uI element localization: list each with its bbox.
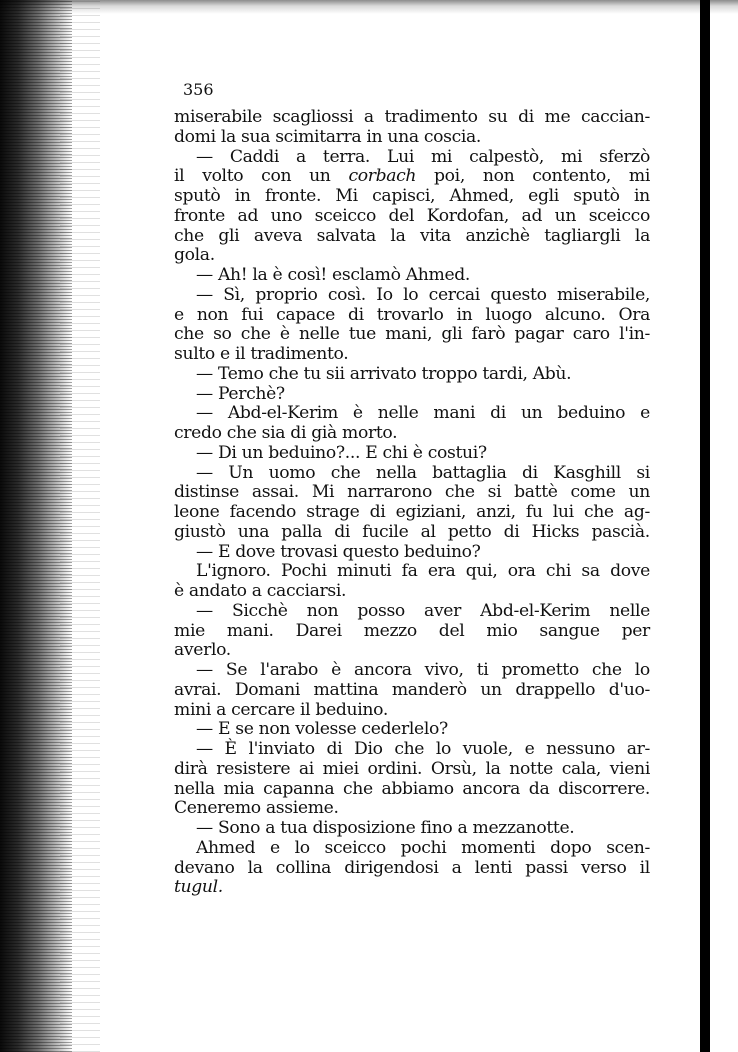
word: Darei [295, 620, 342, 641]
word: di [521, 462, 538, 483]
word: strage [306, 502, 360, 522]
text-line [174, 681, 650, 701]
word: questo [490, 284, 547, 305]
word: vivo, [424, 660, 464, 680]
text-line: — Perchè? [196, 383, 285, 404]
word: scen- [606, 837, 650, 858]
word: miei [322, 758, 359, 779]
word: nelle [609, 600, 650, 621]
text-line [174, 325, 650, 345]
word: minuti [337, 561, 392, 582]
word: l'arabo [260, 660, 319, 680]
word: pagar [514, 324, 564, 345]
word: di [326, 739, 343, 759]
word: che [240, 324, 271, 345]
word: di [503, 521, 520, 542]
word: sputò [174, 186, 221, 206]
word: tradimento [384, 107, 478, 127]
word: fa [401, 561, 418, 582]
word: e [270, 837, 280, 858]
word: vita [419, 225, 451, 246]
word: — [196, 403, 213, 424]
word: resistere [216, 758, 291, 779]
text-line [174, 661, 650, 681]
word: chi [545, 561, 572, 582]
word: così. [327, 284, 366, 305]
word: calpestò, [469, 146, 545, 167]
word: cala, [561, 758, 602, 779]
text-line [174, 780, 650, 800]
word: luogo [485, 304, 532, 325]
word: uno [270, 205, 303, 226]
word: tue [348, 324, 376, 345]
word: L'ignoro. [196, 561, 271, 582]
word: del [388, 205, 415, 226]
word: abbiamo [381, 778, 454, 799]
word: sputò [573, 186, 620, 206]
word: petto [447, 521, 492, 542]
word: avrai. [174, 679, 222, 700]
word: mani. [226, 620, 274, 641]
word: mia [223, 778, 255, 799]
word: si [636, 462, 650, 483]
word: mi [430, 146, 453, 167]
text-line [174, 464, 650, 484]
word: ad [237, 205, 259, 226]
word: dopo [550, 837, 592, 858]
word: gli [441, 324, 463, 345]
word: vuole, [462, 739, 513, 759]
word: dirà [174, 758, 208, 779]
word: come [570, 482, 616, 503]
word: con [261, 166, 292, 187]
word: sangue [539, 620, 600, 641]
word: mio [486, 620, 518, 641]
text-line: — E dove trovasi questo beduino? [196, 541, 481, 562]
word: contento, [532, 166, 611, 187]
word: ora [507, 561, 536, 582]
word: palla [281, 521, 323, 542]
word: Kordofan, [426, 205, 509, 226]
word: manderò [391, 679, 467, 700]
word: momenti [461, 837, 536, 858]
word: anzi, [476, 502, 516, 522]
word: tagliargli [544, 225, 621, 246]
word: Mi [311, 482, 335, 503]
word: — [196, 600, 213, 621]
word: alcuno. [544, 304, 606, 325]
word: e [174, 304, 184, 325]
word: lo [634, 660, 650, 680]
word: passi [525, 857, 568, 878]
word: la [247, 857, 263, 878]
word: fu [525, 502, 543, 522]
word: cercai [428, 284, 480, 305]
word: nella [174, 778, 215, 799]
word: ordini. [367, 758, 423, 779]
word: nella [375, 462, 417, 483]
word: Domani [234, 679, 300, 700]
word: un [480, 679, 502, 700]
word: che [583, 502, 614, 522]
word: uomo [268, 462, 316, 483]
text-line [174, 167, 650, 187]
word: non [196, 304, 229, 325]
text-line [174, 108, 650, 128]
text-line [174, 839, 650, 859]
word: Caddi [229, 146, 279, 167]
word: di [518, 107, 534, 127]
word: Orsù, [430, 758, 477, 779]
word: Sì, [223, 284, 245, 305]
word: Hicks [531, 521, 580, 542]
word: era [427, 561, 456, 582]
word: capisci, [372, 186, 436, 206]
word: corbach [348, 166, 417, 187]
word: non [482, 166, 515, 187]
text-line [174, 503, 650, 523]
word: pascià. [591, 521, 650, 542]
text-line [174, 306, 650, 326]
text-line [174, 227, 650, 247]
word: mi [561, 146, 583, 167]
word: Abd-el-Kerim [480, 600, 591, 621]
word: Ahmed, [449, 186, 514, 206]
word: sceicco [588, 205, 650, 226]
word: me [544, 107, 571, 127]
word: ad [521, 205, 543, 226]
word: sceicco [324, 837, 386, 858]
text-line: mini a cercare il beduino. [174, 699, 388, 720]
word: un [554, 205, 577, 226]
word: dove [610, 561, 650, 582]
word: in [456, 304, 473, 325]
word: nelle [298, 324, 340, 345]
word: a [363, 107, 374, 127]
word: — [196, 146, 213, 167]
word: il [174, 166, 185, 187]
word: drappello [515, 679, 596, 700]
text-line: averlo. [174, 640, 231, 661]
word: prometto [501, 660, 579, 680]
word: leone [174, 502, 220, 522]
text-line: — Ah! la è così! esclamò Ahmed. [196, 265, 471, 285]
word: ag- [623, 502, 650, 522]
text-line [174, 523, 650, 543]
word: scagliossi [272, 107, 354, 127]
word: un [628, 482, 650, 503]
body-text [174, 108, 650, 898]
word: caccian- [580, 107, 650, 127]
word: aveva [253, 225, 303, 246]
word: che [342, 778, 373, 799]
text-line [174, 148, 650, 168]
text-line [174, 483, 650, 503]
word: che [330, 462, 361, 483]
word: la [634, 225, 650, 246]
word: nessuno [546, 739, 616, 759]
word: egiziani, [395, 502, 466, 522]
word: trovarlo [376, 304, 444, 325]
word: il [639, 857, 650, 878]
word: lo [403, 284, 419, 305]
word: in [634, 186, 650, 206]
word: è [331, 660, 341, 680]
word: Kasghill [553, 462, 621, 483]
word: un [520, 403, 543, 424]
word: volto [202, 166, 244, 187]
word: farò [471, 324, 506, 345]
word: capanna [263, 778, 335, 799]
word: distinse [174, 482, 239, 503]
word: Un [228, 462, 254, 483]
word: egli [528, 186, 559, 206]
word: — [196, 462, 213, 483]
text-line [174, 187, 650, 207]
text-line [174, 404, 650, 424]
word: che [591, 660, 622, 680]
word: si [487, 482, 502, 503]
word: sferzò [599, 146, 650, 167]
word: che [444, 482, 475, 503]
word: e [524, 739, 535, 759]
word: aver [424, 600, 461, 621]
word: discorrere. [558, 778, 650, 799]
word: fui [241, 304, 264, 325]
word: poi, [434, 166, 465, 187]
word: che [174, 225, 204, 246]
word: Abd-el-Kerim [227, 403, 338, 424]
word: narrarono [347, 482, 432, 503]
word: È [224, 739, 237, 759]
word: da [528, 778, 550, 799]
text-line: credo che sia di già morto. [174, 423, 398, 443]
text-line [174, 740, 650, 760]
word: dirigendosi [344, 857, 439, 878]
word: lo [294, 837, 310, 858]
word: mi [628, 166, 650, 187]
word: gli [218, 225, 240, 246]
word: devano [174, 857, 235, 878]
text-line [174, 602, 650, 622]
word: salvata [316, 225, 376, 246]
word: assai. [251, 482, 299, 503]
word: ancora [462, 778, 521, 799]
word: Se [225, 660, 248, 680]
text-line [174, 207, 650, 227]
word: proprio [255, 284, 318, 305]
word: ar- [626, 739, 650, 759]
word: di [347, 304, 364, 325]
word: lo [435, 739, 451, 759]
word: una [237, 521, 270, 542]
word: mezzo [363, 620, 417, 641]
word: mani [433, 403, 476, 424]
word: non [306, 600, 339, 621]
word: posso [357, 600, 405, 621]
text-line: — Temo che tu sii arrivato troppo tardi, Abù. [196, 363, 572, 384]
page-binding-texture [60, 0, 100, 1052]
word: d'uo- [608, 679, 650, 700]
text-line [174, 859, 650, 879]
text-line [174, 622, 650, 642]
word: a [451, 857, 462, 878]
text-line: tugul. [174, 877, 223, 898]
word: sceicco [314, 205, 376, 226]
page-right-border [700, 0, 710, 1052]
word: che [174, 324, 204, 345]
text-line: — E se non volesse cederlelo? [196, 719, 448, 740]
word: battaglia [432, 462, 507, 483]
word: — [196, 739, 213, 759]
word: sa [581, 561, 600, 582]
word: qui, [465, 561, 498, 582]
word: del [438, 620, 465, 641]
word: Dio [354, 739, 383, 759]
word: — [196, 660, 213, 680]
word: so [213, 324, 232, 345]
word: di [369, 502, 386, 522]
word: notte [509, 758, 553, 779]
word: la [390, 225, 406, 246]
word: mie [174, 620, 205, 641]
word: lenti [474, 857, 513, 878]
word: a [296, 146, 306, 167]
word: collina [275, 857, 332, 878]
word: è [352, 403, 363, 424]
word: vieni [609, 758, 650, 779]
word: terra. [322, 146, 371, 167]
word: Io [376, 284, 393, 305]
word: lui [552, 502, 574, 522]
word: mani, [385, 324, 433, 345]
word: l'inviato [248, 739, 315, 759]
word: l'in- [619, 324, 650, 345]
word: di [490, 403, 506, 424]
word: Sicchè [231, 600, 288, 621]
word: giustò [174, 521, 226, 542]
word: capace [276, 304, 335, 325]
word: — [196, 284, 213, 305]
word: Ahmed [196, 837, 256, 858]
word: e [640, 403, 650, 424]
word: al [420, 521, 436, 542]
word: fucile [362, 521, 409, 542]
word: su [488, 107, 508, 127]
text-line: — Di un beduino?... E chi è costui? [196, 442, 487, 463]
word: per [621, 620, 650, 641]
text-line [174, 286, 650, 306]
text-line: — Sono a tua disposizione fino a mezzanotte. [196, 818, 575, 838]
text-line [174, 562, 650, 582]
word: anzichè [465, 225, 530, 246]
page-top-shadow [0, 0, 738, 14]
word: pochi [400, 837, 447, 858]
word: verso [580, 857, 627, 878]
word: la [485, 758, 501, 779]
text-line: Ceneremo assieme. [174, 798, 339, 819]
text-line [174, 760, 650, 780]
word: ancora [353, 660, 412, 680]
text-line: sulto e il tradimento. [174, 344, 349, 364]
word: fronte. [264, 186, 322, 206]
word: Lui [387, 146, 414, 167]
text-line: domi la sua scimitarra in una coscia. [174, 126, 482, 147]
word: beduino [557, 403, 626, 424]
word: Ora [618, 304, 650, 325]
word: nelle [377, 403, 419, 424]
word: miserabile, [556, 284, 650, 305]
word: in [234, 186, 251, 206]
text-line: è andato a cacciarsi. [174, 581, 347, 601]
word: facendo [229, 502, 297, 522]
word: miserabile [174, 107, 262, 127]
word: un [309, 166, 331, 187]
word: ai [298, 758, 314, 779]
word: di [334, 521, 351, 542]
word: battè [514, 482, 558, 503]
word: fronte [174, 205, 225, 226]
word: mattina [313, 679, 379, 700]
word: Mi [335, 186, 358, 206]
page-number: 356 [183, 80, 214, 99]
text-line: gola. [174, 245, 215, 266]
word: è [279, 324, 290, 345]
word: ti [476, 660, 489, 680]
word: caro [572, 324, 610, 345]
word: Pochi [280, 561, 327, 582]
word: che [394, 739, 425, 759]
